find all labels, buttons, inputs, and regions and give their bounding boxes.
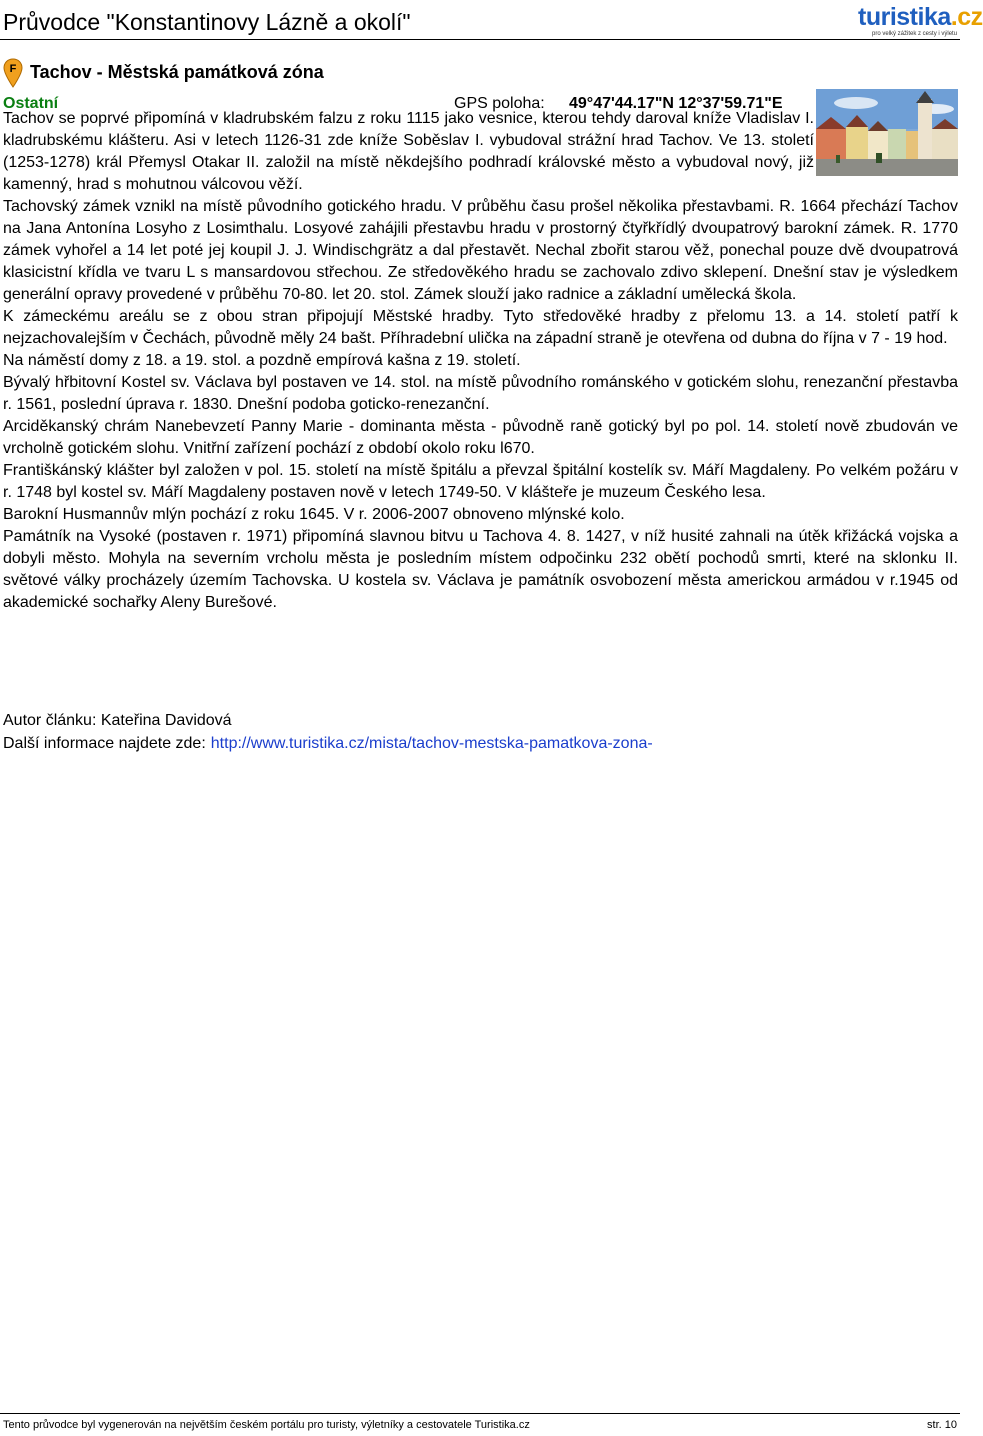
logo-wordmark: turistika.cz [858,3,983,31]
paragraph: Památník na Vysoké (postaven r. 1971) připomíná slavnou bitvu u Tachova 4. 8. 1427, v níž husité zahnali na útěk křižácká vojska a dobyli město. Mohyla na severním vrcholu města je posledním místem odpočinku 232 obětí pochodů smrti, které na sklonku II. světové války procházely územím Tachovska. U kostela sv. Václava je památník osvobození města americkou armádou v r.1945 od akademické sochařky Aleny Burešové. [3,528,958,611]
category-label: Ostatní [3,95,59,112]
paragraph: Františkánský klášter byl založen v pol. 15. století na místě špitálu a převzal špitální kostelík sv. Máří Magdaleny. Po velkém požáru v r. 1748 byl kostel sv. Máří Magdaleny postaven nově v letech 1749-50. V klášteře je muzeum Českého lesa. [3,462,958,501]
paragraph: Tachovský zámek vznikl na místě původního gotického hradu. V průběhu času prošel několika přestavbami. R. 1664 přechází Tachov na Jana Antonína Losyho z Losimthalu. Losyové zahájili přestavbu hradu v prostorný čtyřkřídlý dvoupatrový barokní zámek. R. 1770 zámek vyhořel a 14 let poté jej koupil J. J. Windischgrätz a dal přestavět. Nechal zbořit starou věž, ponechal pouze dvě dvoupatrová klasicistní křídla ve tvaru L s mansardovou střechou. Ze středověkého hradu se zachovalo zdivo sklepení. Dnešní stav je výsledkem generální opravy provedené v průběhu 70-80. let 20. stol. Zámek slouží jako radnice a základní umělecká škola. [3,198,958,303]
footer-note: Tento průvodce byl vygenerován na největším českém portálu pro turisty, výletníky a cestovatele Turistika.cz [3,1419,530,1431]
more-info-link[interactable]: http://www.turistika.cz/mista/tachov-mestska-pamatkova-zona- [210,735,653,752]
gps-label: GPS poloha: [454,95,545,112]
svg-text:F: F [9,63,17,75]
footer-divider [0,1413,960,1414]
map-pin-icon [3,58,23,88]
guide-title: Průvodce "Konstantinovy Lázně a okolí" [3,9,411,35]
paragraph: Bývalý hřbitovní Kostel sv. Václava byl postaven ve 14. stol. na místě původního románského v gotickém slohu, renezanční přestavba r. 1561, poslední úprava r. 1830. Dnešní podoba goticko-renezanční. [3,374,958,413]
article-body [3,108,958,614]
more-info-label: Další informace najdete zde: [3,735,206,752]
paragraph: Tachov se poprvé připomíná v kladrubském falzu z roku 1115 jako vesnice, kterou tehdy daroval kníže Vladislav I. kladrubskému klášteru. Asi v letech 1126-31 zde kníže Soběslav I. vybudoval strážní hrad Tachov. Ve 13. století (1253-1278) král Přemysl Otakar II. založil na místě někdejšího podhradí královské město a vybudoval nový, již kamenný, hrad s mohutnou válcovou věží. [3,110,814,193]
paragraph: Barokní Husmannův mlýn pochází z roku 1645. V r. 2006-2007 obnoveno mlýnské kolo. [3,506,625,523]
gps-coordinates: 49°47'44.17"N 12°37'59.71"E [569,95,783,112]
logo-tagline: pro velký zážitek z cesty i výletu [872,31,958,37]
page-number: str. 10 [927,1419,957,1431]
paragraph: K zámeckému areálu se z obou stran připojují Městské hradby. Tyto středověké hradby z přelomu 13. a 14. století patří k nejzachovalejším v Čechách, původně měly 24 bašt. Příhradební ulička na západní straně je otevřena od dubna do října v 7 - 19 hod. [3,308,958,347]
more-info-line [3,733,653,755]
place-heading: Tachov - Městská památková zóna [30,62,324,82]
turistika-logo[interactable] [858,3,983,38]
header-divider [0,39,960,40]
article-author: Autor článku: Kateřina Davidová [3,712,232,729]
paragraph: Na náměstí domy z 18. a 19. stol. a pozdně empírová kašna z 19. století. [3,352,521,369]
photo-spacer [814,108,958,188]
paragraph: Arciděkanský chrám Nanebevzetí Panny Marie - dominanta města - původně raně gotický byl po pol. 14. století nově zbudován ve vrcholně gotickém slohu. Vnitřní zařízení pochází z období okolo roku l670. [3,418,958,457]
